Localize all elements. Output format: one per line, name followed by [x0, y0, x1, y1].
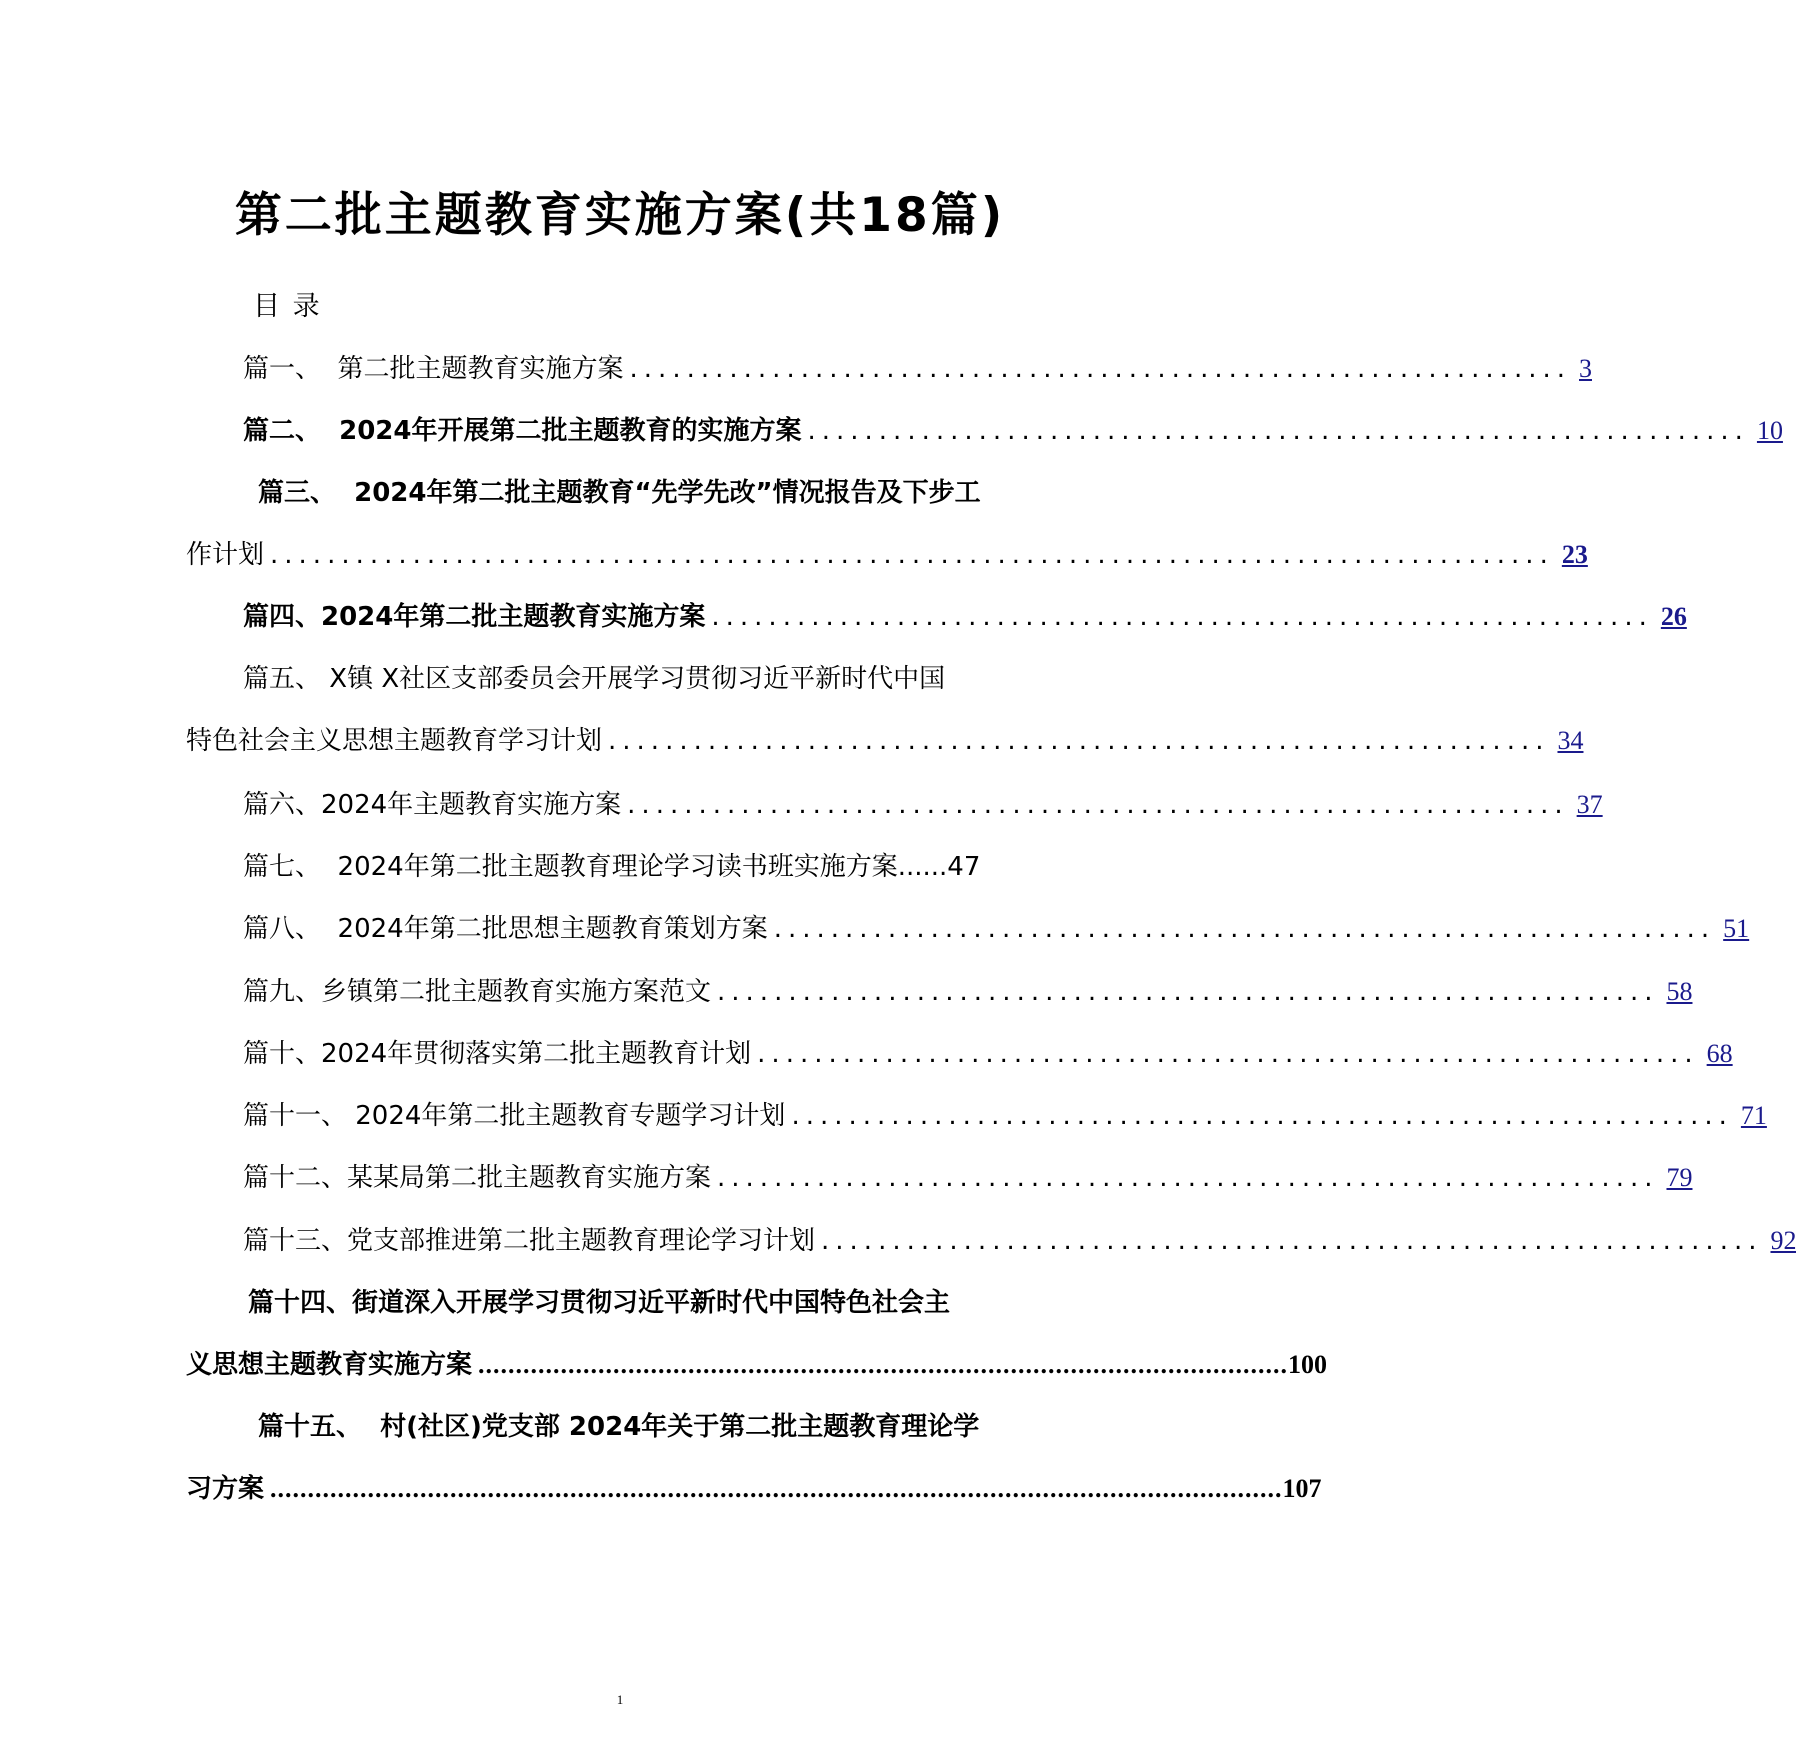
toc-entry-label-cont: 义思想主题教育实施方案: [186, 1350, 473, 1380]
toc-entry-14-cont[interactable]: [186, 1344, 1328, 1384]
toc-entry-5: [243, 658, 1048, 698]
document-title: 第二批主题教育实施方案(共18篇): [234, 188, 1006, 243]
toc-entry-10[interactable]: [243, 1033, 1733, 1073]
toc-page-link[interactable]: 23: [1561, 540, 1588, 569]
toc-entry-label-cont: 习方案: [186, 1474, 265, 1504]
toc-entry-5-cont[interactable]: [186, 720, 1584, 760]
toc-leader-dots: ..................................................................: [717, 1163, 1659, 1193]
toc-page-number[interactable]: ......47: [897, 852, 981, 882]
toc-entry-label: 篇十五、 村(社区)党支部 2024年关于第二批主题教育理论学: [258, 1412, 980, 1442]
toc-leader-dots: ..................................................................: [757, 1039, 1699, 1069]
toc-leader-dots: ..................................................................: [627, 790, 1569, 820]
toc-entry-3-cont[interactable]: [186, 534, 1588, 574]
toc-entry-3: [258, 472, 1048, 512]
toc-entry-8[interactable]: [243, 908, 1750, 948]
toc-page-link[interactable]: 34: [1557, 726, 1584, 755]
toc-entry-label: 篇十四、街道深入开展学习贯彻习近平新时代中国特色社会主: [248, 1288, 951, 1318]
toc-entry-label: 篇九、乡镇第二批主题教育实施方案范文: [243, 977, 712, 1007]
toc-page-link[interactable]: 51: [1723, 914, 1750, 943]
toc-page-link[interactable]: 68: [1706, 1039, 1733, 1068]
toc-entry-label-cont: 特色社会主义思想主题教育学习计划: [186, 726, 603, 756]
toc-entry-6[interactable]: [243, 784, 1603, 824]
toc-entry-7[interactable]: [243, 846, 1043, 886]
toc-leader-dots: ..................................................................: [773, 914, 1716, 944]
toc-page-link[interactable]: 58: [1666, 977, 1693, 1006]
toc-entry-12[interactable]: [243, 1157, 1693, 1197]
toc-page-link[interactable]: 71: [1740, 1101, 1767, 1130]
page-number: 1: [616, 1692, 624, 1707]
toc-entry-label: 篇一、 第二批主题教育实施方案: [243, 354, 624, 384]
toc-leader-dots: .......................................................................................................................................: [270, 1474, 1283, 1503]
toc-leader-dots: ..........................................................................................: [270, 540, 1554, 570]
toc-entry-label-cont: 作计划: [186, 540, 265, 570]
toc-entry-label: 篇二、 2024年开展第二批主题教育的实施方案: [243, 416, 802, 446]
toc-page-link[interactable]: 3: [1579, 354, 1592, 383]
toc-entry-4[interactable]: [243, 596, 1687, 636]
toc-leader-dots: ..................................................................: [711, 602, 1653, 632]
toc-entry-14: [248, 1282, 1048, 1322]
toc-entry-label: 篇六、2024年主题教育实施方案: [243, 790, 622, 820]
toc-page-link[interactable]: 26: [1660, 602, 1687, 631]
toc-leader-dots: ..................................................................: [717, 977, 1659, 1007]
toc-page-link[interactable]: 79: [1666, 1163, 1693, 1192]
toc-entry-label: 篇十、2024年贯彻落实第二批主题教育计划: [243, 1039, 752, 1069]
toc-leader-dots: ..................................................................: [608, 726, 1550, 756]
toc-entry-13[interactable]: [243, 1220, 1796, 1260]
toc-entry-15: [258, 1406, 1048, 1446]
toc-entry-label: 篇五、 X镇 X社区支部委员会开展学习贯彻习近平新时代中国: [243, 664, 946, 694]
toc-page-number[interactable]: 100: [1288, 1350, 1328, 1379]
toc-leader-dots: ..................................................................: [807, 416, 1749, 446]
toc-entry-15-cont[interactable]: [186, 1468, 1322, 1508]
toc-leader-dots: ............................................................................................................: [478, 1350, 1289, 1379]
toc-entry-2[interactable]: [243, 410, 1783, 450]
toc-leader-dots: ..................................................................: [629, 354, 1571, 384]
toc-page-link[interactable]: 10: [1756, 416, 1783, 445]
toc-entry-9[interactable]: [243, 971, 1693, 1011]
toc-leader-dots: ..................................................................: [791, 1101, 1733, 1131]
toc-leader-dots: ..................................................................: [821, 1226, 1763, 1256]
toc-entry-label: 篇四、2024年第二批主题教育实施方案: [243, 602, 706, 632]
toc-heading: 目 录: [253, 291, 322, 322]
toc-entry-1[interactable]: [243, 348, 1592, 388]
toc-entry-11[interactable]: [243, 1095, 1767, 1135]
toc-page-link[interactable]: 92: [1770, 1226, 1796, 1255]
toc-entry-label: 篇十一、 2024年第二批主题教育专题学习计划: [243, 1101, 786, 1131]
toc-entry-label: 篇八、 2024年第二批思想主题教育策划方案: [243, 914, 768, 944]
toc-entry-label: 篇三、 2024年第二批主题教育“先学先改”情况报告及下步工: [258, 478, 981, 508]
toc-entry-label: 篇七、 2024年第二批主题教育理论学习读书班实施方案: [243, 852, 898, 882]
toc-entry-label: 篇十二、某某局第二批主题教育实施方案: [243, 1163, 712, 1193]
toc-page-link[interactable]: 37: [1576, 790, 1603, 819]
toc-entry-label: 篇十三、党支部推进第二批主题教育理论学习计划: [243, 1226, 816, 1256]
toc-page-number[interactable]: 107: [1282, 1474, 1322, 1503]
